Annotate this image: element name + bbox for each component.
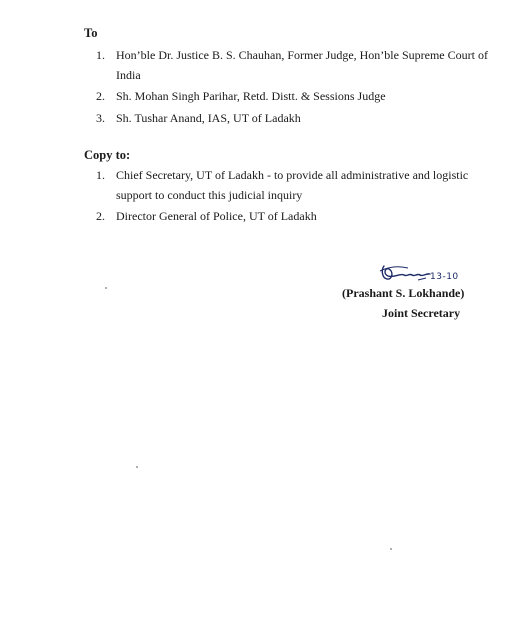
item-text: Hon’ble Dr. Justice B. S. Chauhan, Former Judge, Hon’ble Supreme Court of India: [116, 48, 488, 82]
list-item: [96, 207, 496, 227]
signature-block: [330, 262, 510, 332]
list-item: [96, 166, 496, 205]
signatory-designation: Joint Secretary: [382, 306, 461, 320]
signature-date: 13-10: [430, 272, 459, 282]
item-number: 3.: [96, 110, 105, 125]
item-text: Chief Secretary, UT of Ladakh - to provide all administrative and logistic support to conduct this judicial inquiry: [116, 168, 469, 202]
copy-to-heading: Copy to:: [84, 148, 131, 162]
scan-speck: [136, 466, 138, 468]
item-number: 1.: [96, 168, 105, 182]
item-number: 2.: [96, 209, 105, 223]
item-text: Sh. Mohan Singh Parihar, Retd. Distt. & Sessions Judge: [116, 89, 386, 103]
item-number: 1.: [96, 48, 105, 62]
list-item: [96, 109, 496, 129]
list-item: [96, 46, 496, 85]
copy-to-list: [96, 166, 496, 229]
handwritten-signature: [378, 262, 434, 284]
item-number: 2.: [96, 89, 105, 103]
list-item: [96, 87, 496, 107]
to-heading: To: [84, 26, 98, 40]
scan-speck: [390, 548, 392, 550]
to-recipient-list: [96, 46, 496, 130]
scan-speck: [105, 287, 107, 289]
item-text: Director General of Police, UT of Ladakh: [116, 209, 317, 223]
signatory-name: (Prashant S. Lokhande): [342, 286, 465, 300]
item-text: Sh. Tushar Anand, IAS, UT of Ladakh: [116, 110, 301, 125]
